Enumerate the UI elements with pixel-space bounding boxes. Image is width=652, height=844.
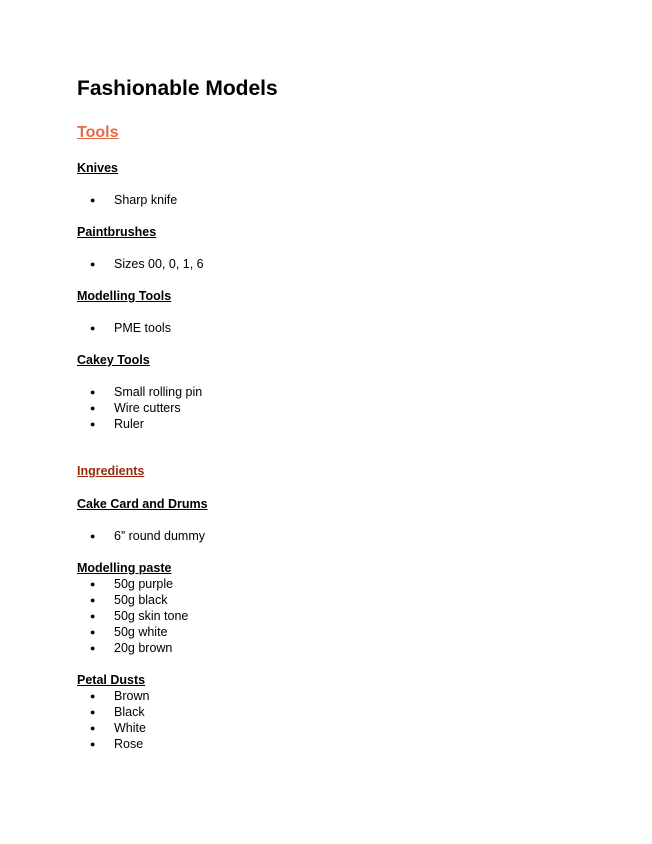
list-item: ● White <box>90 720 149 736</box>
list-item: ● PME tools <box>90 320 171 336</box>
list-item: ● Brown <box>90 688 149 704</box>
list-item: ● 50g black <box>90 592 188 608</box>
subheading-cakey-tools: Cakey Tools <box>77 353 150 367</box>
list-item: ● 20g brown <box>90 640 188 656</box>
subheading-modelling-paste: Modelling paste <box>77 561 172 575</box>
document-title: Fashionable Models <box>77 77 278 100</box>
list-knives <box>90 192 177 208</box>
section-heading-tools: Tools <box>77 124 119 141</box>
subheading-petal-dusts: Petal Dusts <box>77 673 146 687</box>
list-cake-card-and-drums <box>90 528 205 544</box>
subheading-paintbrushes: Paintbrushes <box>77 225 157 239</box>
list-item: ● Small rolling pin <box>90 384 202 400</box>
subheading-cake-card-and-drums: Cake Card and Drums <box>77 497 208 511</box>
list-paintbrushes <box>90 256 204 272</box>
list-modelling-tools <box>90 320 171 336</box>
list-petal-dusts <box>90 688 149 752</box>
list-item: ● Black <box>90 704 149 720</box>
list-cakey-tools <box>90 384 202 432</box>
list-item: ● Ruler <box>90 416 202 432</box>
subheading-modelling-tools: Modelling Tools <box>77 289 172 303</box>
list-item: ● 50g skin tone <box>90 608 188 624</box>
list-item: ● Rose <box>90 736 149 752</box>
section-heading-ingredients: Ingredients <box>77 464 145 478</box>
subheading-knives: Knives <box>77 161 118 175</box>
list-modelling-paste <box>90 576 188 656</box>
list-item: ● Sharp knife <box>90 192 177 208</box>
list-item: ● 50g white <box>90 624 188 640</box>
list-item: ● Sizes 00, 0, 1, 6 <box>90 256 204 272</box>
list-item: ● Wire cutters <box>90 400 202 416</box>
list-item: ● 50g purple <box>90 576 188 592</box>
list-item: ● 6” round dummy <box>90 528 205 544</box>
